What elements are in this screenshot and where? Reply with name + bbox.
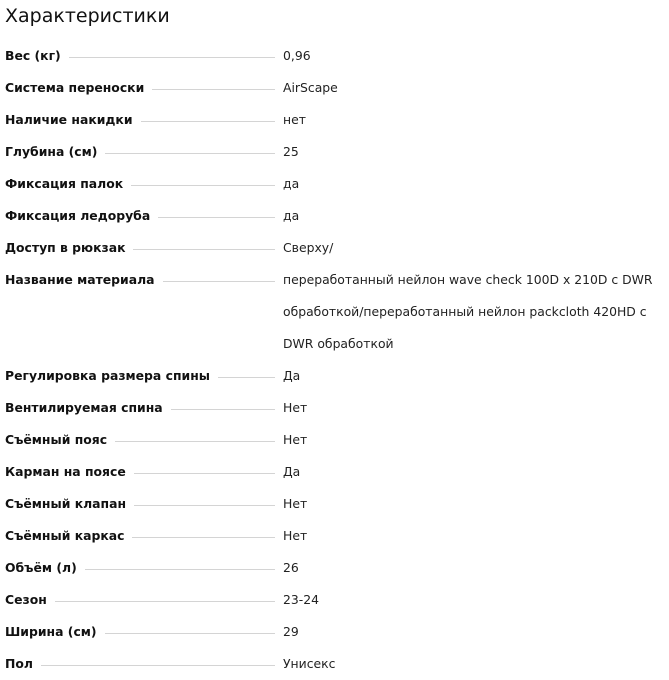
page-title: Характеристики [5,5,170,27]
spec-label: Глубина (см) [5,144,98,159]
spec-value: Нет [283,528,308,543]
spec-label: Название материала [5,272,155,287]
spec-value: 29 [283,624,299,639]
spec-label-cell [0,520,275,552]
spec-label-cell [0,168,275,200]
spec-label-cell [0,584,275,616]
spec-label-cell [0,456,275,488]
dotted-leader [141,121,275,122]
dotted-leader [163,281,275,282]
spec-label: Наличие накидки [5,112,133,127]
spec-value: 23-24 [283,592,320,607]
spec-label-cell [0,72,275,104]
spec-value: да [283,208,300,223]
spec-row [0,232,669,264]
dotted-leader [105,153,275,154]
spec-label-cell [0,552,275,584]
dotted-leader [152,89,275,90]
spec-row [0,360,669,392]
spec-value: Да [283,464,301,479]
spec-label: Пол [5,656,33,671]
spec-value: 26 [283,560,299,575]
spec-label: Фиксация ледоруба [5,208,151,223]
spec-row [0,104,669,136]
spec-label-cell [0,488,275,520]
spec-label: Съёмный каркас [5,528,125,543]
dotted-leader [105,633,275,634]
spec-value: Унисекс [283,656,336,671]
spec-label-cell [0,40,275,72]
spec-label: Регулировка размера спины [5,368,210,383]
spec-label-cell [0,200,275,232]
spec-value: Нет [283,400,308,415]
spec-label-cell [0,136,275,168]
spec-row [0,168,669,200]
spec-row [0,136,669,168]
spec-label-cell [0,232,275,264]
dotted-leader [134,505,275,506]
spec-value: Сверху/ [283,240,334,255]
spec-label-cell [0,360,275,392]
spec-row [0,40,669,72]
dotted-leader [218,377,275,378]
spec-row [0,488,669,520]
spec-label-cell [0,392,275,424]
spec-label-cell [0,648,275,680]
spec-row [0,424,669,456]
spec-value: нет [283,112,306,127]
spec-label: Вентилируемая спина [5,400,163,415]
dotted-leader [115,441,275,442]
spec-value: AirScape [283,80,338,95]
spec-label-cell [0,264,275,296]
spec-label: Вес (кг) [5,48,61,63]
spec-row [0,392,669,424]
dotted-leader [131,185,275,186]
dotted-leader [55,601,275,602]
spec-label: Объём (л) [5,560,77,575]
dotted-leader [85,569,275,570]
dotted-leader [171,409,275,410]
spec-value: да [283,176,300,191]
spec-label: Ширина (см) [5,624,97,639]
dotted-leader [134,473,275,474]
dotted-leader [158,217,275,218]
spec-value: 0,96 [283,48,311,63]
spec-value: Нет [283,432,308,447]
spec-row [0,616,669,648]
spec-label-cell [0,104,275,136]
spec-row [0,552,669,584]
spec-label-cell [0,424,275,456]
spec-label: Сезон [5,592,47,607]
spec-row [0,520,669,552]
specs-list [0,40,669,680]
dotted-leader [132,537,275,538]
spec-row [0,200,669,232]
spec-row [0,456,669,488]
spec-label: Фиксация палок [5,176,124,191]
dotted-leader [69,57,275,58]
spec-value: Нет [283,496,308,511]
spec-label: Съёмный пояс [5,432,108,447]
spec-value: Да [283,368,301,383]
spec-row [0,584,669,616]
spec-row [0,648,669,680]
spec-label: Система переноски [5,80,145,95]
spec-row [0,264,669,360]
spec-label: Доступ в рюкзак [5,240,126,255]
spec-label: Карман на поясе [5,464,126,479]
spec-row [0,72,669,104]
spec-label: Съёмный клапан [5,496,127,511]
spec-label-cell [0,616,275,648]
spec-value: переработанный нейлон wave check 100D x 210D с DWR обработкой/переработанный нейлон packcloth 420HD с DWR обработкой [283,272,653,351]
spec-value: 25 [283,144,299,159]
dotted-leader [133,249,275,250]
